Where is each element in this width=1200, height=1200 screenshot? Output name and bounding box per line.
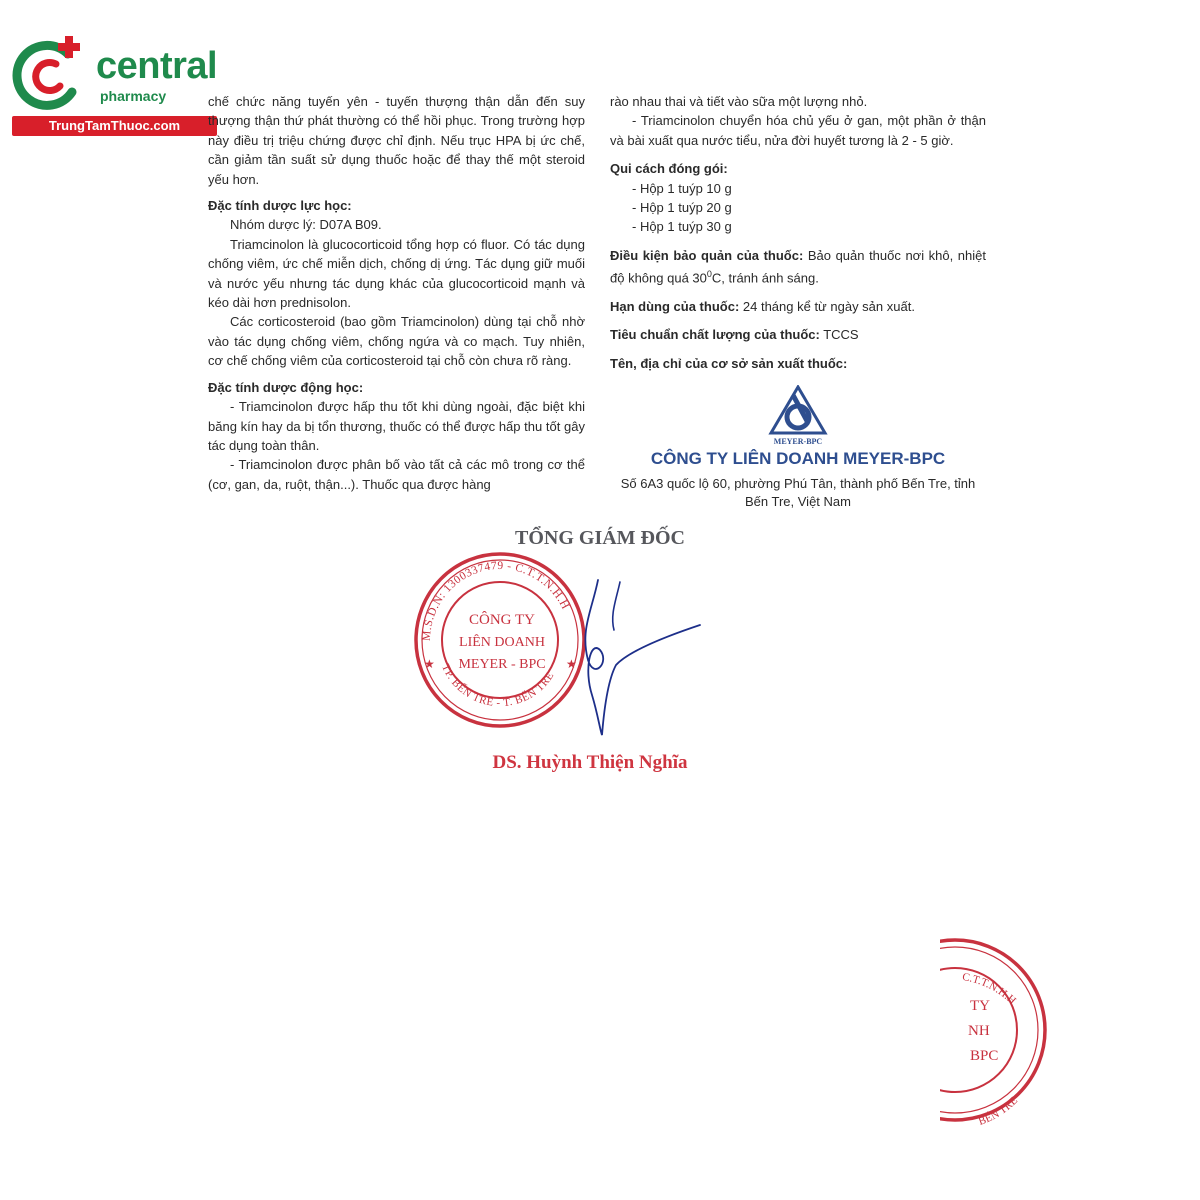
site-logo	[10, 36, 218, 136]
heading-pharmacokinetics: Đặc tính dược động học:	[208, 379, 364, 395]
degree-superscript: 0	[706, 269, 712, 280]
logo-subtitle: pharmacy	[100, 88, 167, 104]
star-icon: ★	[566, 657, 577, 671]
manufacturer-block	[610, 385, 986, 511]
paragraph-metabolism: - Triamcinolon chuyển hóa chủ yếu ở gan, một phần ở thận và bài xuất qua nước tiểu, nửa đời huyết tương là 2 - 5 giờ.	[610, 113, 986, 148]
expiry-label: Hạn dùng của thuốc:	[610, 298, 740, 314]
central-pharmacy-logo-icon	[10, 36, 90, 116]
list-item: - Hộp 1 tuýp 20 g	[632, 200, 732, 216]
quality-standard	[610, 325, 986, 344]
right-column	[610, 92, 986, 373]
expiry	[610, 297, 986, 316]
heading-packaging: Qui cách đóng gói:	[610, 161, 728, 177]
meyer-bpc-logo-icon	[763, 385, 833, 447]
stamp-line-2: LIÊN DOANH	[459, 635, 545, 650]
quality-label: Tiêu chuẩn chất lượng của thuốc:	[610, 327, 820, 343]
partial-stamp-bottom-text: BẾN TRE	[976, 1094, 1021, 1128]
paragraph-placenta: rào nhau thai và tiết vào sữa một lượng nhỏ.	[610, 94, 868, 109]
list-item: - Hộp 1 tuýp 10 g	[632, 180, 732, 196]
partial-stamp-line-1: TY	[970, 998, 990, 1014]
left-column	[208, 92, 585, 494]
stamp-ring-text: M.S.D.N: 1300337479 - C.T.T.N.H.H	[420, 559, 572, 642]
quality-text: TCCS	[819, 327, 859, 343]
partial-stamp-ring-text: C.T.T.N.H.H	[961, 971, 1019, 1007]
company-name: CÔNG TY LIÊN DOANH MEYER-BPC	[650, 449, 946, 468]
stamp-line-1: CÔNG TY	[469, 612, 535, 628]
partial-seal-stamp	[940, 935, 1050, 1135]
stamp-line-3: MEYER - BPC	[458, 657, 546, 672]
director-name: DS. Huỳnh Thiện Nghĩa	[492, 752, 688, 773]
heading-manufacturer: Tên, địa chỉ của cơ sở sản xuất thuốc:	[610, 355, 848, 371]
company-address: Số 6A3 quốc lộ 60, phường Phú Tân, thành phố Bến Tre, tỉnh Bến Tre, Việt Nam	[620, 476, 976, 509]
packaging-list	[610, 179, 986, 237]
logo-name: central	[96, 45, 218, 87]
paragraph-absorption: - Triamcinolon được hấp thu tốt khi dùng ngoài, đặc biệt khi băng kín hay da bị tổn thương, thuốc có thể được hấp thu tốt gây tác dụng toàn thân.	[208, 399, 585, 453]
company-seal-stamp	[410, 546, 590, 731]
paragraph-hpa: chế chức năng tuyến yên - tuyến thượng thận dẫn đến suy thượng thận thứ phát thường có thể hồi phục. Trong trường hợp này điều trị triệu chứng được chỉ định. Nếu trục HPA bị ức chế, cần giảm tần suất sử dụng thuốc hoặc để thay thế một steroid yếu hơn.	[208, 94, 585, 187]
partial-stamp-line-3: BPC	[970, 1048, 999, 1064]
director-title: TỔNG GIÁM ĐỐC	[515, 527, 685, 549]
svg-text:BẾN TRE	[977, 1094, 1020, 1127]
paragraph-triamcinolon-action: Triamcinolon là glucocorticoid tổng hợp có fluor. Có tác dụng chống viêm, ức chế miễn dịch, chống dị ứng. Tác dụng giữ muối và nước yếu nhưng tác dụng khác của glucocorticoid mạnh và kéo dài hơn prednisolon.	[208, 236, 585, 311]
partial-stamp-line-2: NH	[968, 1023, 990, 1039]
meyer-bpc-mark-text: MEYER-BPC	[773, 437, 823, 446]
expiry-text: 24 tháng kể từ ngày sản xuất.	[739, 298, 915, 314]
paragraph-pharmacologic-group: Nhóm dược lý: D07A B09.	[230, 217, 382, 233]
heading-pharmacodynamics: Đặc tính dược lực học:	[208, 198, 352, 214]
list-item: - Hộp 1 tuýp 30 g	[632, 219, 732, 235]
storage-text-end: C, tránh ánh sáng.	[711, 270, 819, 286]
paragraph-distribution: - Triamcinolon được phân bố vào tất cả các mô trong cơ thể (cơ, gan, da, ruột, thận...). Thuốc qua được hàng	[208, 457, 585, 492]
storage-label: Điều kiện bảo quản của thuốc:	[610, 247, 804, 263]
storage-conditions	[610, 246, 986, 288]
signature-mark	[570, 570, 710, 740]
paragraph-corticosteroid-local: Các corticosteroid (bao gồm Triamcinolon) dùng tại chỗ nhờ vào tác dụng chống viêm, chống ngứa và co mạch. Tuy nhiên, cơ chế chống viêm của corticosteroid tại chỗ còn chưa rõ ràng.	[208, 314, 585, 369]
star-icon: ★	[424, 657, 435, 671]
logo-url-banner: TrungTamThuoc.com	[12, 116, 217, 136]
stamp-bottom-text: TP. BẾN TRE - T. BẾN TRE	[439, 662, 557, 710]
storage-text: Bảo quản thuốc nơi khô, nhiệt độ không quá 30	[610, 247, 986, 286]
